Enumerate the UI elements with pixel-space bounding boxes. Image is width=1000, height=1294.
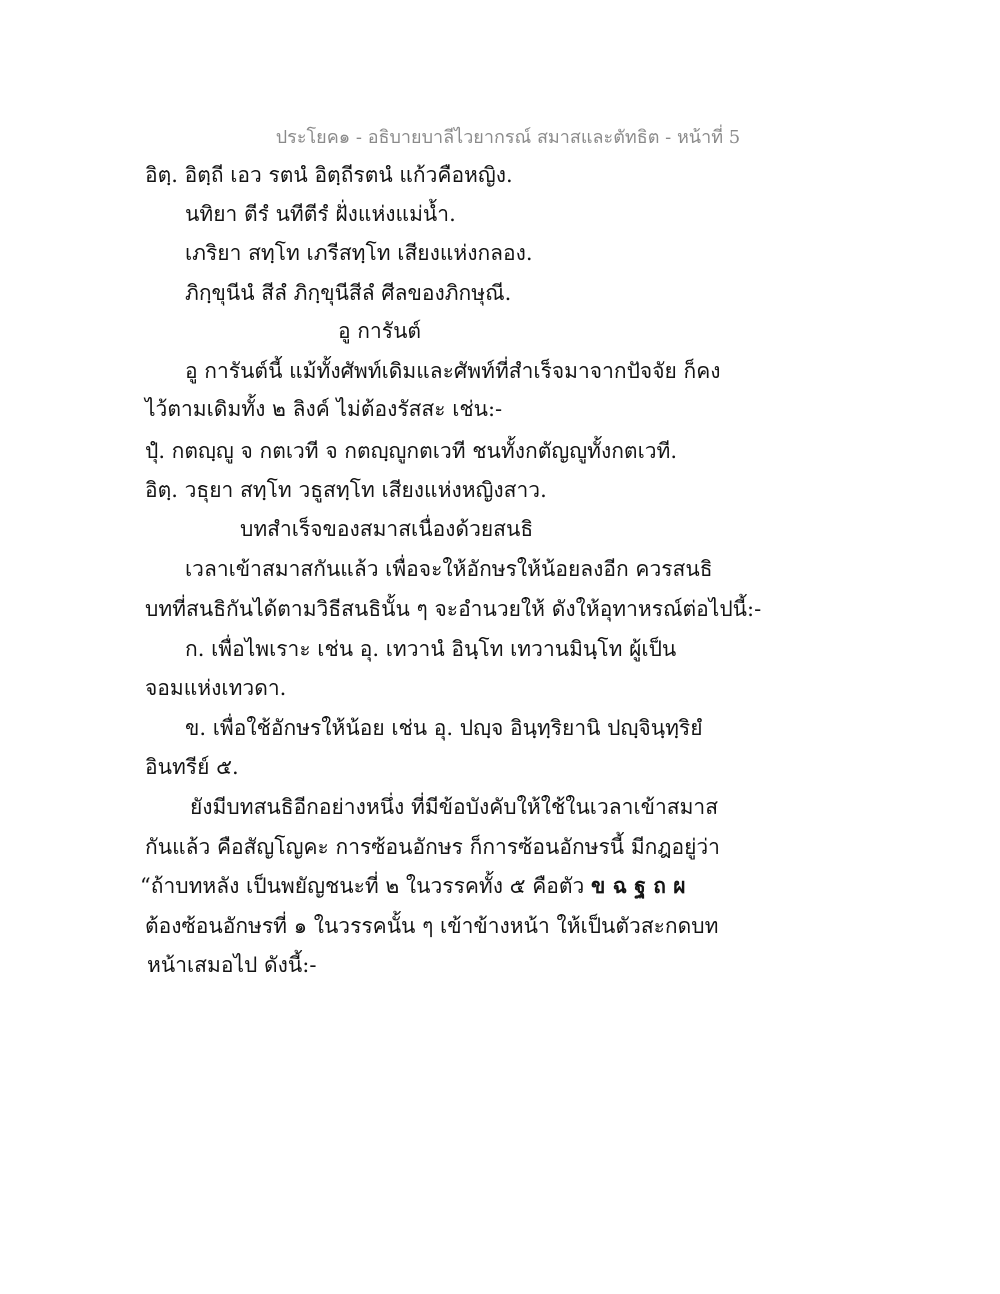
text-line: อิตฺ. วธุยา สทฺโท วธูสทฺโท เสียงแห่งหญิงสาว. (145, 478, 547, 502)
text-line: อินทรีย์ ๕. (145, 755, 239, 779)
section-heading: อู การันต์ (338, 319, 422, 343)
text-line: ภิกฺขุนีนํ สีลํ ภิกฺขุนีสีลํ ศีลของภิกษุณี. (185, 281, 512, 305)
text-line: ไว้ตามเดิมทั้ง ๒ ลิงค์ ไม่ต้องรัสสะ เช่น:- (145, 397, 503, 421)
text-line: เวลาเข้าสมาสกันแล้ว เพื่อจะให้อักษรให้น้อยลงอีก ควรสนธิ (185, 557, 713, 581)
text-line: ก. เพื่อไพเราะ เช่น อุ. เทวานํ อินฺโท เทวานมินฺโท ผู้เป็น (185, 637, 677, 661)
text-line: หน้าเสมอไป ดังนี้:- (147, 953, 317, 977)
bold-consonants: ข ฉ ฐ ถ ผ (591, 873, 686, 898)
text-line: ต้องซ้อนอักษรที่ ๑ ในวรรคนั้น ๆ เข้าข้างหน้า ให้เป็นตัวสะกดบท (145, 914, 719, 938)
text-line: ข. เพื่อใช้อักษรให้น้อย เช่น อุ. ปญฺจ อินฺทฺริยานิ ปญฺจินฺทฺริยํ (185, 716, 703, 740)
text-line: อู การันต์นี้ แม้ทั้งศัพท์เดิมและศัพท์ที่สำเร็จมาจากปัจจัย ก็คง (185, 359, 721, 383)
page-header: ประโยค๑ - อธิบายบาลีไวยากรณ์ สมาสและตัทธิต - หน้าที่ 5 (275, 127, 741, 148)
text-line: กันแล้ว คือสัญโญคะ การซ้อนอักษร ก็การซ้อนอักษรนี้ มีกฎอยู่ว่า (145, 835, 720, 859)
text-line: ปุํ. กตญฺญู จ กตเวที จ กตญฺญูกตเวที ชนทั้งกตัญญูทั้งกตเวที. (145, 439, 678, 463)
section-heading: บทสำเร็จของสมาสเนื่องด้วยสนธิ (240, 517, 534, 541)
text-segment: “ถ้าบทหลัง เป็นพยัญชนะที่ ๒ ในวรรคทั้ง ๕ คือตัว (140, 874, 585, 898)
text-line: ยังมีบทสนธิอีกอย่างหนึ่ง ที่มีข้อบังคับให้ใช้ในเวลาเข้าสมาส (190, 795, 719, 819)
text-line (140, 871, 686, 901)
text-line: บทที่สนธิกันได้ตามวิธีสนธินั้น ๆ จะอำนวยให้ ดังให้อุทาหรณ์ต่อไปนี้:- (145, 597, 762, 621)
text-line: นทิยา ตีรํ นทีตีรํ ฝั่งแห่งแม่น้ำ. (185, 202, 456, 226)
text-line: อิตฺ. อิตฺถี เอว รตนํ อิตฺถีรตนํ แก้วคือหญิง. (145, 163, 513, 187)
text-line: จอมแห่งเทวดา. (145, 676, 287, 700)
text-line: เภริยา สทฺโท เภรีสทฺโท เสียงแห่งกลอง. (185, 241, 533, 265)
